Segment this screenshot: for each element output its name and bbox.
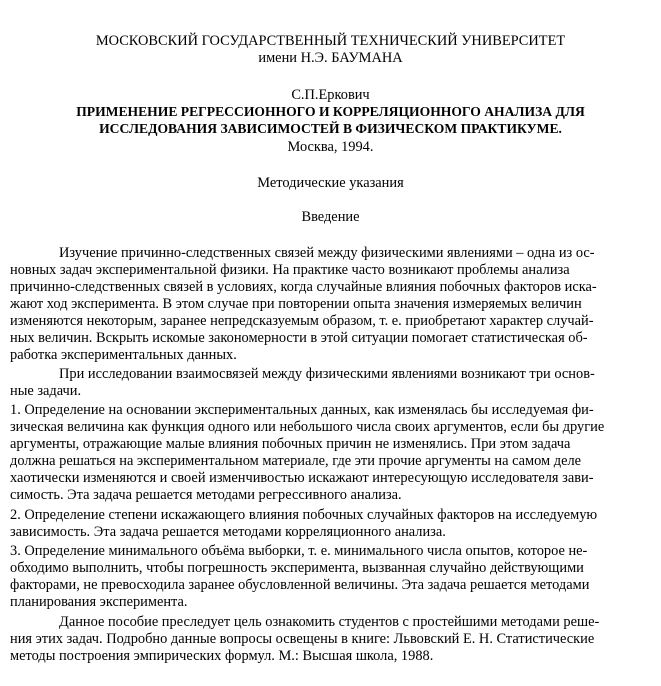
author: С.П.Еркович [291,87,370,103]
paragraph-line: ных величин. Вскрыть искомые закономерности в этой ситуации помогает статистическая об- [10,330,588,346]
paragraph-line: Изучение причинно-следственных связей между физическими явлениями – одна из ос- [59,245,595,261]
list-item-line: 3. Определение минимального объёма выборки, т. е. минимального числа опытов, которое не- [10,543,588,559]
paragraph-line: Данное пособие преследует цель ознакомить студентов с простейшими методами реше- [59,614,600,630]
paragraph-line: методы построения эмпирических формул. М.: Высшая школа, 1988. [10,648,434,664]
paragraph-line: новных задач экспериментальной физики. На практике часто возникают проблемы анализа [10,262,570,278]
list-item-line: обходимо выполнить, чтобы погрешность эксперимента, вызванная случайно действующими [10,560,584,576]
university-named-after: имени Н.Э. БАУМАНА [258,50,403,66]
paragraph-line: ные задачи. [10,383,82,399]
list-item-line: хаотически изменяются и своей изменчивостью искажают интересующую исследователя зави- [10,470,594,486]
paragraph-line: причинно-следственных связей в условиях, когда случайные влияния побочных факторов иска- [10,279,597,295]
list-item-line: симость. Эта задача решается методами регрессивного анализа. [10,487,402,503]
list-item-line: зависимость. Эта задача решается методами корреляционного анализа. [10,524,446,540]
list-item-line: должна решаться на экспериментальном материале, где эти прочие аргументы на самом деле [10,453,582,469]
document-type: Методические указания [257,175,404,191]
list-item-line: аргументы, отражающие малые влияния побочных причин не изменялись. При этом задача [10,436,571,452]
title-line-1: ПРИМЕНЕНИЕ РЕГРЕССИОННОГО И КОРРЕЛЯЦИОННОГО АНАЛИЗА ДЛЯ [76,104,585,119]
section-title: Введение [301,209,360,225]
university-name: МОСКОВСКИЙ ГОСУДАРСТВЕННЫЙ ТЕХНИЧЕСКИЙ УНИВЕРСИТЕТ [95,33,566,49]
paragraph-line: При исследовании взаимосвязей между физическими явлениями возникают три основ- [59,366,595,382]
list-item-line: планирования эксперимента. [10,594,188,610]
paragraph-line: жают ход эксперимента. В этом случае при повторении опыта значения измеряемых величин [10,296,582,312]
place-year: Москва, 1994. [287,139,374,155]
paragraph-line: изменяются некоторым, заранее непредсказуемым образом, т. е. приобретают характер случай- [10,313,594,329]
list-item-line: факторами, не превосходила заранее обусловленной величины. Эта задача решается методами [10,577,590,593]
list-item-line: 2. Определение степени искажающего влияния побочных случайных факторов на исследуемую [10,507,598,523]
list-item-line: зическая величина как функция одного или небольшого числа своих аргументов, если бы другие [10,419,605,435]
paragraph-line: работка экспериментальных данных. [10,347,237,363]
paragraph-line: ния этих задач. Подробно данные вопросы освещены в книге: Львовский Е. Н. Статистические [10,631,595,647]
list-item-line: 1. Определение на основании экспериментальных данных, как изменялась бы исследуемая фи- [10,402,594,418]
title-line-2: ИССЛЕДОВАНИЯ ЗАВИСИМОСТЕЙ В ФИЗИЧЕСКОМ ПРАКТИКУМЕ. [99,121,562,136]
